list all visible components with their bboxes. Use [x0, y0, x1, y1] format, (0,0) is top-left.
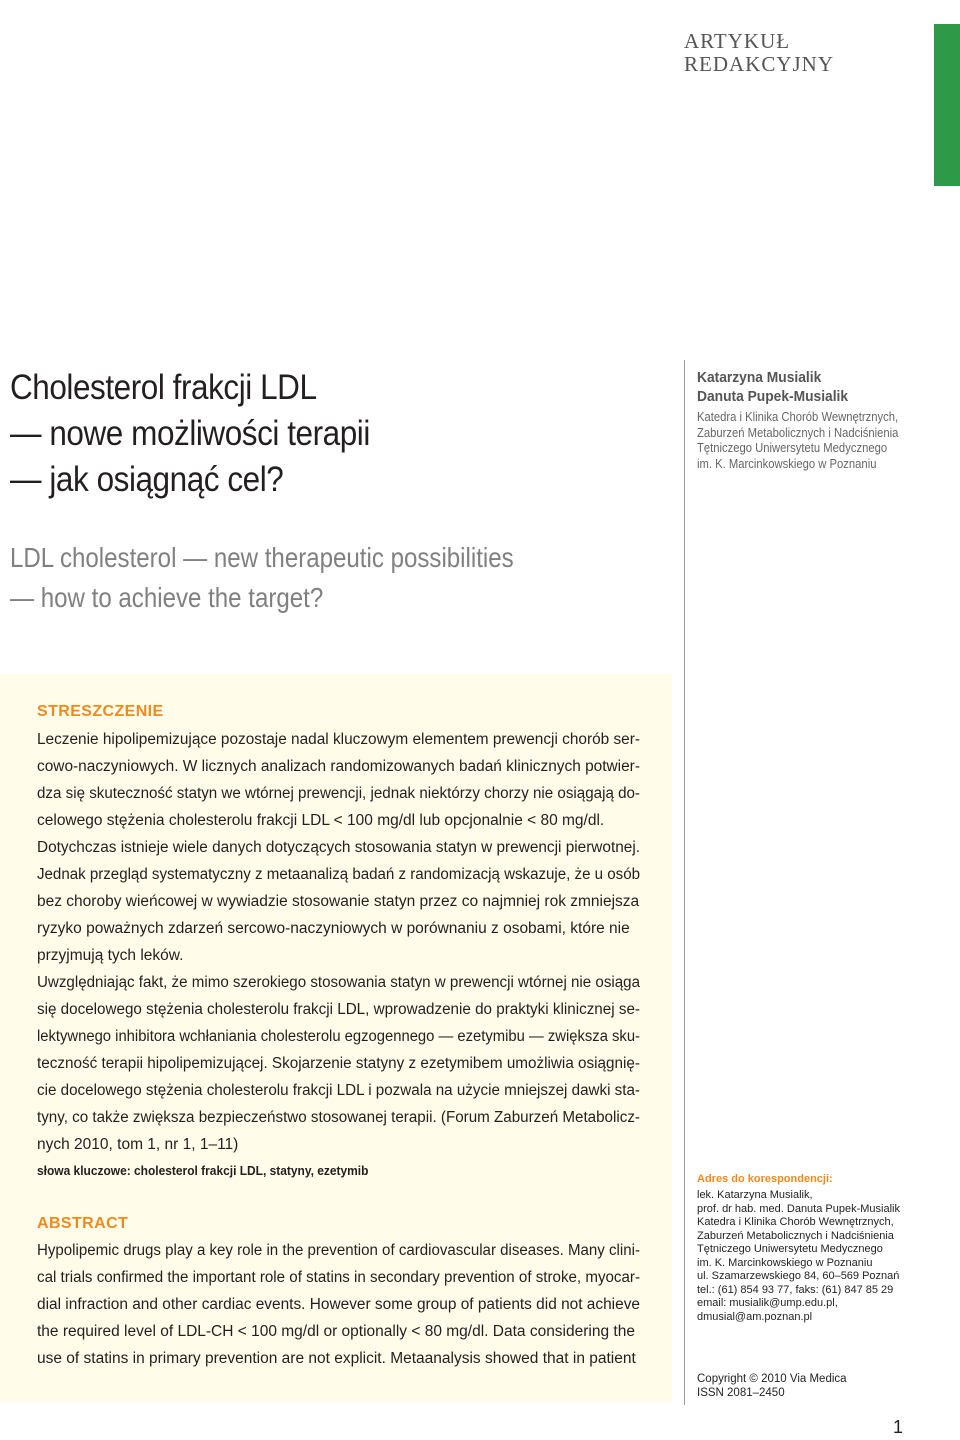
keywords: słowa kluczowe: cholesterol frakcji LDL, statyny, ezetymib: [37, 1163, 369, 1178]
text-line: Hypolipemic drugs play a key role in the prevention of cardiovascular diseases. Many clini-: [37, 1242, 640, 1259]
text-line: tyny, co także zwiększa bezpieczeństwo stosowanej terapii. (Forum Zaburzeń Metabolicz-: [37, 1109, 640, 1126]
text-line: Leczenie hipolipemizujące pozostaje nadal kluczowym elementem prewencji chorób ser-: [37, 731, 640, 748]
address-line: Zaburzeń Metabolicznych i Nadciśnienia: [697, 1229, 894, 1242]
authors: [697, 368, 936, 406]
streszczenie-body: [37, 726, 640, 1158]
article-title-en: [10, 538, 569, 618]
text-line: lektywnego inhibitora wchłaniania cholesterolu egzogennego — ezetymibu — zwiększa sku-: [37, 1028, 641, 1045]
abstract-body: [37, 1237, 640, 1372]
correspondence-heading: Adres do korespondencji:: [697, 1173, 833, 1185]
section-color-tab: [934, 24, 960, 186]
address-line: tel.: (61) 854 93 77, faks: (61) 847 85 29: [697, 1283, 894, 1296]
streszczenie-heading: STRESZCZENIE: [37, 703, 164, 720]
section-label-line: REDAKCYJNY: [684, 52, 835, 76]
copyright: [697, 1372, 847, 1400]
affiliation-line: Tętniczego Uniwersytetu Medycznego: [697, 441, 888, 455]
correspondence-address: [697, 1189, 957, 1324]
address-line: ul. Szamarzewskiego 84, 60–569 Poznań: [697, 1270, 900, 1282]
affiliation-line: im. K. Marcinkowskiego w Poznaniu: [697, 456, 877, 471]
section-label-line: ARTYKUŁ: [684, 29, 791, 53]
section-label: [684, 30, 934, 76]
address-line: prof. dr hab. med. Danuta Pupek-Musialik: [697, 1202, 900, 1215]
text-line: cowo-naczyniowych. W licznych analizach randomizowanych badań klinicznych potwier-: [37, 758, 640, 775]
address-line: Katedra i Klinika Chorób Wewnętrznych,: [697, 1216, 894, 1228]
text-line: się docelowego stężenia cholesterolu frakcji LDL, wprowadzenie do praktyki klinicznej se-: [37, 1001, 640, 1018]
text-line: cal trials confirmed the important role of statins in secondary prevention of stroke, myocar-: [37, 1269, 640, 1286]
title-line: — nowe możliwości terapii: [10, 414, 370, 453]
issn: ISSN 2081–2450: [697, 1387, 785, 1399]
title-line: Cholesterol frakcji LDL: [10, 368, 317, 407]
text-line: cie docelowego stężenia cholesterolu frakcji LDL i pozwala na użycie mniejszej dawki sta-: [37, 1082, 640, 1099]
text-line: dza się skuteczność statyn we wtórnej prewencji, jednak niektórzy chorzy nie osiągają do-: [37, 785, 640, 802]
text-line: use of statins in primary prevention are not explicit. Metaanalysis showed that in patient: [37, 1350, 636, 1367]
column-divider: [684, 360, 685, 1405]
email-link[interactable]: dmusial@am.poznan.pl: [697, 1310, 813, 1323]
affiliation: [697, 410, 931, 472]
copyright-line: Copyright © 2010 Via Medica: [697, 1373, 847, 1385]
author-name: Danuta Pupek-Musialik: [697, 388, 849, 405]
address-line: im. K. Marcinkowskiego w Poznaniu: [697, 1256, 873, 1269]
text-line: teczność terapii hipolipemizującej. Skojarzenie statyny z ezetymibem umożliwia osiągnię-: [37, 1055, 640, 1072]
text-line: dial infraction and other cardiac events. However some group of patients did not achieve: [37, 1296, 640, 1313]
page-number: 1: [893, 1417, 904, 1437]
text-line: Uwzględniając fakt, że mimo szerokiego stosowania statyn w prewencji wtórnej nie osiąga: [37, 974, 641, 991]
text-line: przyjmują tych leków.: [37, 947, 184, 964]
abstract-heading: ABSTRACT: [37, 1215, 129, 1232]
article-title-pl: [10, 365, 586, 503]
email-link[interactable]: email: musialik@ump.edu.pl,: [697, 1297, 838, 1309]
text-line: celowego stężenia cholesterolu frakcji LDL < 100 mg/dl lub opcjonalnie < 80 mg/dl.: [37, 812, 605, 829]
title-line: LDL cholesterol — new therapeutic possibilities: [10, 542, 514, 573]
text-line: the required level of LDL-CH < 100 mg/dl or optionally < 80 mg/dl. Data considering the: [37, 1323, 635, 1340]
title-line: — how to achieve the target?: [10, 582, 324, 613]
text-line: ryzyko poważnych zdarzeń sercowo-naczyniowych w porównaniu z osobami, które nie: [37, 920, 630, 937]
address-line: lek. Katarzyna Musialik,: [697, 1189, 813, 1201]
title-line: — jak osiągnąć cel?: [10, 460, 284, 499]
author-name: Katarzyna Musialik: [697, 369, 822, 386]
address-line: Tętniczego Uniwersytetu Medycznego: [697, 1243, 883, 1255]
affiliation-line: Zaburzeń Metabolicznych i Nadciśnienia: [697, 425, 899, 440]
text-line: Dotychczas istnieje wiele danych dotyczących stosowania statyn w prewencji pierwotnej.: [37, 839, 641, 856]
text-line: Jednak przegląd systematyczny z metaanalizą badań z randomizacją wskazuje, że u osób: [37, 866, 640, 883]
text-line: nych 2010, tom 1, nr 1, 1–11): [37, 1136, 239, 1153]
affiliation-line: Katedra i Klinika Chorób Wewnętrznych,: [697, 410, 899, 424]
text-line: bez choroby wieńcowej w wywiadzie stosowanie statyn przez co najmniej rok zmniejsza: [37, 893, 640, 910]
